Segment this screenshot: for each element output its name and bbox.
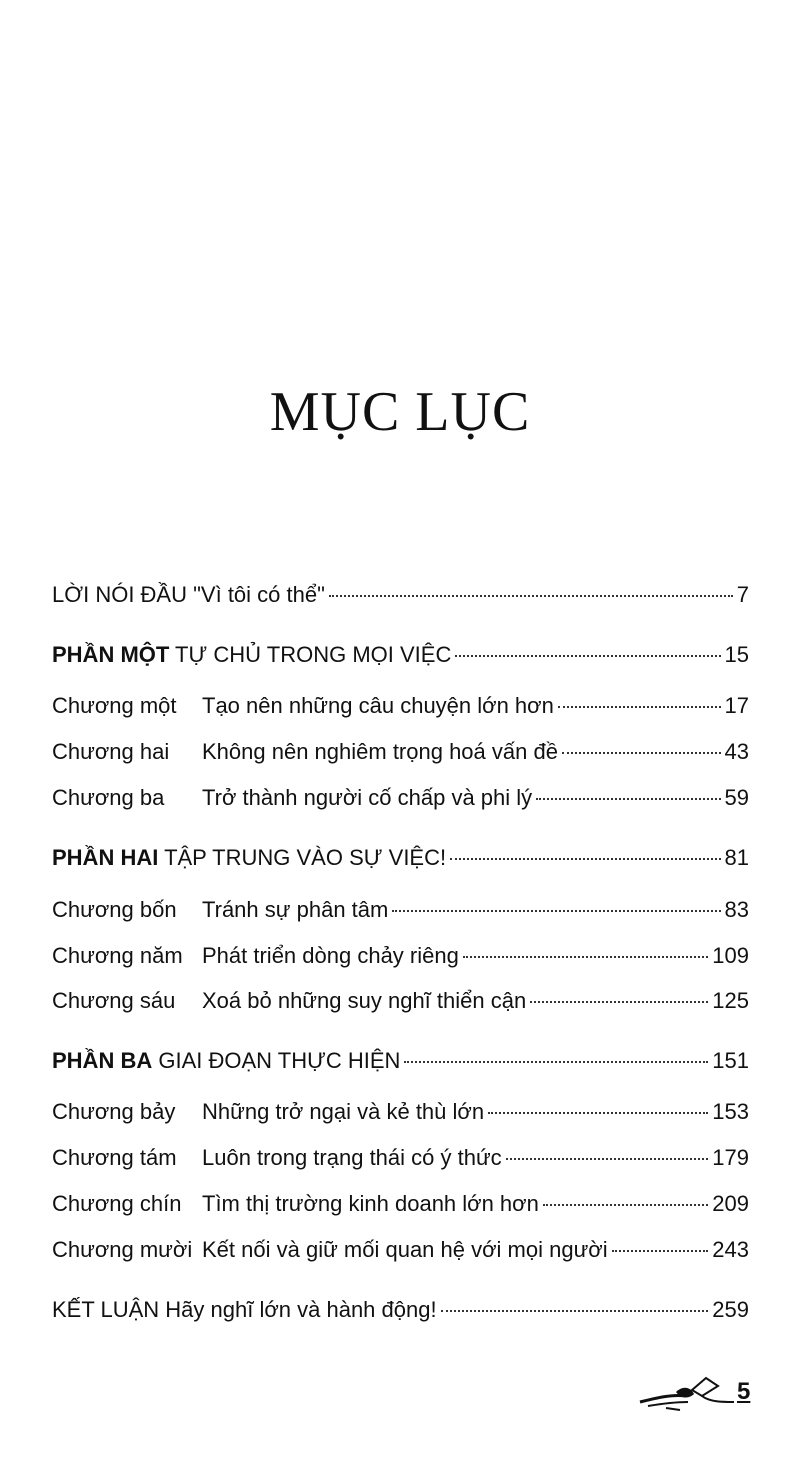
page-ref: 151 bbox=[712, 1048, 749, 1073]
entry-title bbox=[202, 1235, 608, 1265]
entry-title bbox=[202, 1097, 484, 1127]
page-ref: 259 bbox=[712, 1297, 749, 1322]
dot-leader bbox=[329, 595, 733, 597]
page-ref: 243 bbox=[712, 1237, 749, 1262]
page-number: 5 bbox=[737, 1378, 751, 1405]
chapter-label: Chương năm bbox=[52, 943, 183, 968]
toc-chapter-row bbox=[52, 737, 749, 767]
entry-text: Những trở ngại và kẻ thù lớn bbox=[202, 1099, 485, 1124]
dot-leader bbox=[450, 858, 720, 860]
entry-title bbox=[52, 843, 446, 873]
toc-part-row bbox=[52, 843, 749, 873]
entry-title bbox=[202, 1189, 539, 1219]
page-ref: 59 bbox=[724, 785, 749, 810]
entry-text: Kết nối và giữ mối quan hệ với mọi người bbox=[202, 1237, 608, 1262]
page-footer bbox=[636, 1372, 756, 1416]
bird-ornament-icon bbox=[636, 1372, 736, 1416]
dot-leader bbox=[543, 1204, 708, 1206]
entry-title bbox=[202, 737, 558, 767]
page-ref: 179 bbox=[712, 1145, 749, 1170]
entry-title bbox=[202, 1143, 502, 1173]
entry-text: Trở thành người cố chấp và phi lý bbox=[202, 785, 533, 810]
entry-title bbox=[202, 941, 459, 971]
entry-title bbox=[52, 640, 451, 670]
page-ref: 209 bbox=[712, 1191, 749, 1216]
chapter-label: Chương sáu bbox=[52, 988, 176, 1013]
chapter-label: Chương chín bbox=[52, 1191, 182, 1216]
entry-text: Phát triển dòng chảy riêng bbox=[202, 943, 459, 968]
entry-text: Xoá bỏ những suy nghĩ thiển cận bbox=[202, 988, 527, 1013]
dot-leader bbox=[506, 1158, 709, 1160]
entry-title bbox=[52, 1046, 400, 1076]
chapter-label: Chương bốn bbox=[52, 897, 177, 922]
page-ref: 153 bbox=[712, 1099, 749, 1124]
page-ref: 15 bbox=[724, 642, 749, 667]
entry-text: LỜI NÓI ĐẦU "Vì tôi có thể" bbox=[52, 582, 325, 607]
page-ref: 83 bbox=[724, 897, 749, 922]
chapter-label: Chương mười bbox=[52, 1237, 193, 1262]
part-prefix: PHẦN MỘT bbox=[52, 642, 170, 667]
entry-title bbox=[202, 783, 532, 813]
entry-text: Tìm thị trường kinh doanh lớn hơn bbox=[202, 1191, 539, 1216]
chapter-label: Chương ba bbox=[52, 785, 165, 810]
dot-leader bbox=[392, 910, 720, 912]
toc-part-row bbox=[52, 1046, 749, 1076]
toc-chapter-row bbox=[52, 783, 749, 813]
entry-title bbox=[202, 895, 388, 925]
dot-leader bbox=[441, 1310, 709, 1312]
dot-leader bbox=[404, 1061, 708, 1063]
chapter-label: Chương bảy bbox=[52, 1099, 176, 1124]
toc-chapter-row bbox=[52, 895, 749, 925]
dot-leader bbox=[530, 1001, 708, 1003]
toc-part-row bbox=[52, 1295, 749, 1325]
toc-part-row bbox=[52, 580, 749, 610]
page-ref: 81 bbox=[724, 845, 749, 870]
entry-title bbox=[202, 986, 526, 1016]
entry-text: TẬP TRUNG VÀO SỰ VIỆC! bbox=[164, 845, 447, 870]
toc-chapter-row bbox=[52, 1097, 749, 1127]
chapter-label: Chương hai bbox=[52, 739, 170, 764]
entry-text: KẾT LUẬN Hãy nghĩ lớn và hành động! bbox=[52, 1297, 437, 1322]
toc-chapter-row bbox=[52, 1235, 749, 1265]
dot-leader bbox=[455, 655, 720, 657]
entry-text: GIAI ĐOẠN THỰC HIỆN bbox=[158, 1048, 401, 1073]
entry-text: Không nên nghiêm trọng hoá vấn đề bbox=[202, 739, 558, 764]
entry-title bbox=[52, 1295, 437, 1325]
entry-title bbox=[52, 580, 325, 610]
page-ref: 7 bbox=[736, 582, 749, 607]
page-ref: 17 bbox=[724, 693, 749, 718]
dot-leader bbox=[562, 752, 721, 754]
dot-leader bbox=[558, 706, 721, 708]
toc-chapter-row bbox=[52, 986, 749, 1016]
page-ref: 109 bbox=[712, 943, 749, 968]
toc-part-row bbox=[52, 640, 749, 670]
entry-text: Tránh sự phân tâm bbox=[202, 897, 389, 922]
dot-leader bbox=[612, 1250, 709, 1252]
part-prefix: PHẦN HAI bbox=[52, 845, 159, 870]
chapter-label: Chương tám bbox=[52, 1145, 177, 1170]
toc-chapter-row bbox=[52, 1189, 749, 1219]
page-ref: 125 bbox=[712, 988, 749, 1013]
dot-leader bbox=[463, 956, 708, 958]
part-prefix: PHẦN BA bbox=[52, 1048, 153, 1073]
entry-text: Tạo nên những câu chuyện lớn hơn bbox=[202, 693, 554, 718]
page-ref: 43 bbox=[724, 739, 749, 764]
chapter-label: Chương một bbox=[52, 693, 177, 718]
dot-leader bbox=[536, 798, 720, 800]
toc-chapter-row bbox=[52, 941, 749, 971]
entry-text: TỰ CHỦ TRONG MỌI VIỆC bbox=[175, 642, 452, 667]
entry-title bbox=[202, 691, 554, 721]
toc-chapter-row bbox=[52, 691, 749, 721]
dot-leader bbox=[488, 1112, 708, 1114]
page-title: MỤC LỤC bbox=[269, 381, 531, 443]
toc-chapter-row bbox=[52, 1143, 749, 1173]
entry-text: Luôn trong trạng thái có ý thức bbox=[202, 1145, 502, 1170]
